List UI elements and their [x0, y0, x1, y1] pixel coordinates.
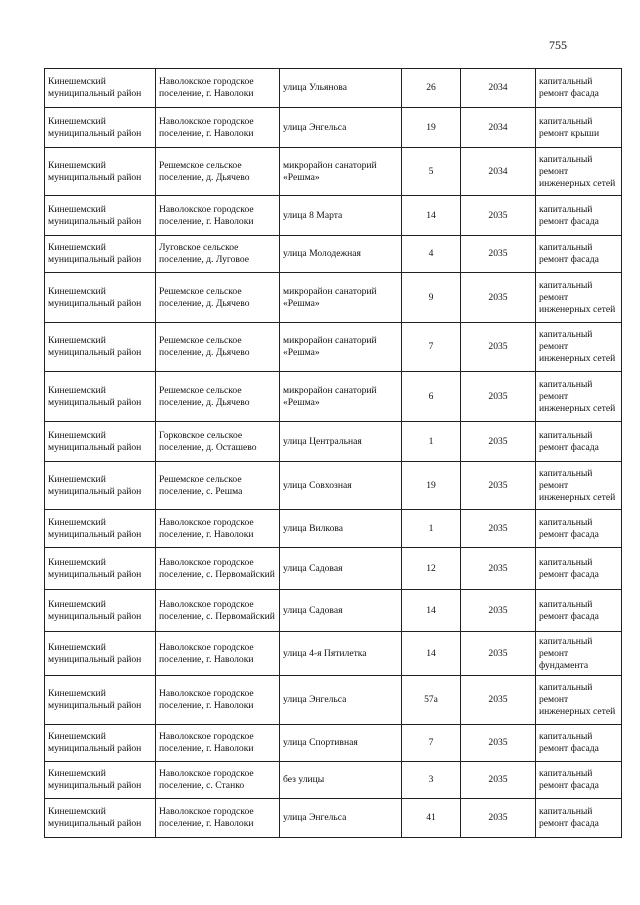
year-cell: 2035 — [461, 510, 536, 548]
settlement-cell: Наволокское городское поселение, г. Наволоки — [156, 108, 280, 148]
street-cell: улица Совхозная — [280, 462, 402, 510]
street-cell: улица Энгельса — [280, 108, 402, 148]
work-type-cell: капитальный ремонт инженерных сетей — [536, 273, 622, 323]
year-cell: 2035 — [461, 323, 536, 372]
year-cell: 2035 — [461, 548, 536, 590]
house-number-cell: 3 — [402, 762, 461, 799]
municipality-cell: Кинешемский муниципальный район — [45, 196, 156, 236]
street-cell: микрорайон санаторий «Решма» — [280, 273, 402, 323]
table-row — [45, 762, 622, 799]
settlement-cell: Наволокское городское поселение, г. Наволоки — [156, 69, 280, 108]
settlement-cell: Решемское сельское поселение, д. Дьячево — [156, 372, 280, 422]
street-cell: без улицы — [280, 762, 402, 799]
house-number-cell: 6 — [402, 372, 461, 422]
street-cell: улица Вилкова — [280, 510, 402, 548]
table-row — [45, 548, 622, 590]
street-cell: улица Спортивная — [280, 725, 402, 762]
year-cell: 2035 — [461, 273, 536, 323]
street-cell: улица Садовая — [280, 590, 402, 632]
municipality-cell: Кинешемский муниципальный район — [45, 422, 156, 462]
year-cell: 2034 — [461, 108, 536, 148]
settlement-cell: Наволокское городское поселение, с. Станко — [156, 762, 280, 799]
municipality-cell: Кинешемский муниципальный район — [45, 725, 156, 762]
house-number-cell: 41 — [402, 799, 461, 838]
settlement-cell: Наволокское городское поселение, с. Первомайский — [156, 548, 280, 590]
work-type-cell: капитальный ремонт фасада — [536, 548, 622, 590]
house-number-cell: 5 — [402, 148, 461, 196]
work-type-cell: капитальный ремонт фундамента — [536, 632, 622, 676]
municipality-cell: Кинешемский муниципальный район — [45, 548, 156, 590]
work-type-cell: капитальный ремонт фасада — [536, 196, 622, 236]
table-row — [45, 510, 622, 548]
house-number-cell: 4 — [402, 236, 461, 273]
street-cell: микрорайон санаторий «Решма» — [280, 323, 402, 372]
settlement-cell: Луговское сельское поселение, д. Луговое — [156, 236, 280, 273]
settlement-cell: Наволокское городское поселение, г. Наволоки — [156, 510, 280, 548]
settlement-cell: Наволокское городское поселение, г. Наволоки — [156, 799, 280, 838]
street-cell: микрорайон санаторий «Решма» — [280, 372, 402, 422]
settlement-cell: Решемское сельское поселение, д. Дьячево — [156, 273, 280, 323]
settlement-cell: Наволокское городское поселение, с. Первомайский — [156, 590, 280, 632]
municipality-cell: Кинешемский муниципальный район — [45, 462, 156, 510]
work-type-cell: капитальный ремонт инженерных сетей — [536, 676, 622, 725]
work-type-cell: капитальный ремонт фасада — [536, 799, 622, 838]
year-cell: 2035 — [461, 725, 536, 762]
table-row — [45, 590, 622, 632]
street-cell: улица Энгельса — [280, 676, 402, 725]
year-cell: 2035 — [461, 236, 536, 273]
municipality-cell: Кинешемский муниципальный район — [45, 510, 156, 548]
year-cell: 2034 — [461, 148, 536, 196]
work-type-cell: капитальный ремонт инженерных сетей — [536, 372, 622, 422]
house-number-cell: 19 — [402, 108, 461, 148]
registry-table-body — [45, 69, 622, 838]
house-number-cell: 14 — [402, 632, 461, 676]
municipality-cell: Кинешемский муниципальный район — [45, 69, 156, 108]
settlement-cell: Наволокское городское поселение, г. Наволоки — [156, 196, 280, 236]
table-row — [45, 462, 622, 510]
settlement-cell: Решемское сельское поселение, д. Дьячево — [156, 148, 280, 196]
municipality-cell: Кинешемский муниципальный район — [45, 148, 156, 196]
year-cell: 2035 — [461, 799, 536, 838]
year-cell: 2035 — [461, 372, 536, 422]
street-cell: улица Центральная — [280, 422, 402, 462]
table-row — [45, 372, 622, 422]
settlement-cell: Горковское сельское поселение, д. Осташево — [156, 422, 280, 462]
year-cell: 2035 — [461, 196, 536, 236]
house-number-cell: 1 — [402, 422, 461, 462]
street-cell: улица Ульянова — [280, 69, 402, 108]
work-type-cell: капитальный ремонт инженерных сетей — [536, 323, 622, 372]
table-row — [45, 676, 622, 725]
table-row — [45, 148, 622, 196]
municipality-cell: Кинешемский муниципальный район — [45, 273, 156, 323]
municipality-cell: Кинешемский муниципальный район — [45, 236, 156, 273]
street-cell: улица 4-я Пятилетка — [280, 632, 402, 676]
house-number-cell: 7 — [402, 725, 461, 762]
table-row — [45, 323, 622, 372]
municipality-cell: Кинешемский муниципальный район — [45, 799, 156, 838]
table-row — [45, 108, 622, 148]
house-number-cell: 57а — [402, 676, 461, 725]
settlement-cell: Решемское сельское поселение, с. Решма — [156, 462, 280, 510]
work-type-cell: капитальный ремонт инженерных сетей — [536, 148, 622, 196]
settlement-cell: Решемское сельское поселение, д. Дьячево — [156, 323, 280, 372]
house-number-cell: 9 — [402, 273, 461, 323]
work-type-cell: капитальный ремонт крыши — [536, 108, 622, 148]
municipality-cell: Кинешемский муниципальный район — [45, 762, 156, 799]
year-cell: 2035 — [461, 676, 536, 725]
year-cell: 2034 — [461, 69, 536, 108]
municipality-cell: Кинешемский муниципальный район — [45, 590, 156, 632]
table-row — [45, 196, 622, 236]
street-cell: улица Молодежная — [280, 236, 402, 273]
settlement-cell: Наволокское городское поселение, г. Наволоки — [156, 725, 280, 762]
house-number-cell: 1 — [402, 510, 461, 548]
house-number-cell: 26 — [402, 69, 461, 108]
work-type-cell: капитальный ремонт инженерных сетей — [536, 462, 622, 510]
work-type-cell: капитальный ремонт фасада — [536, 236, 622, 273]
table-row — [45, 422, 622, 462]
municipality-cell: Кинешемский муниципальный район — [45, 323, 156, 372]
work-type-cell: капитальный ремонт фасада — [536, 69, 622, 108]
year-cell: 2035 — [461, 762, 536, 799]
settlement-cell: Наволокское городское поселение, г. Наволоки — [156, 676, 280, 725]
table-row — [45, 632, 622, 676]
street-cell: улица 8 Марта — [280, 196, 402, 236]
street-cell: улица Энгельса — [280, 799, 402, 838]
house-number-cell: 7 — [402, 323, 461, 372]
municipality-cell: Кинешемский муниципальный район — [45, 676, 156, 725]
house-number-cell: 14 — [402, 590, 461, 632]
year-cell: 2035 — [461, 462, 536, 510]
work-type-cell: капитальный ремонт фасада — [536, 725, 622, 762]
work-type-cell: капитальный ремонт фасада — [536, 422, 622, 462]
work-type-cell: капитальный ремонт фасада — [536, 590, 622, 632]
year-cell: 2035 — [461, 422, 536, 462]
year-cell: 2035 — [461, 590, 536, 632]
page-number: 755 — [549, 38, 567, 52]
work-type-cell: капитальный ремонт фасада — [536, 510, 622, 548]
table-row — [45, 725, 622, 762]
table-row — [45, 799, 622, 838]
settlement-cell: Наволокское городское поселение, г. Наволоки — [156, 632, 280, 676]
street-cell: улица Садовая — [280, 548, 402, 590]
table-row — [45, 236, 622, 273]
table-row — [45, 69, 622, 108]
table-row — [45, 273, 622, 323]
house-number-cell: 12 — [402, 548, 461, 590]
registry-table — [44, 68, 622, 838]
street-cell: микрорайон санаторий «Решма» — [280, 148, 402, 196]
work-type-cell: капитальный ремонт фасада — [536, 762, 622, 799]
house-number-cell: 14 — [402, 196, 461, 236]
house-number-cell: 19 — [402, 462, 461, 510]
municipality-cell: Кинешемский муниципальный район — [45, 372, 156, 422]
municipality-cell: Кинешемский муниципальный район — [45, 108, 156, 148]
year-cell: 2035 — [461, 632, 536, 676]
municipality-cell: Кинешемский муниципальный район — [45, 632, 156, 676]
